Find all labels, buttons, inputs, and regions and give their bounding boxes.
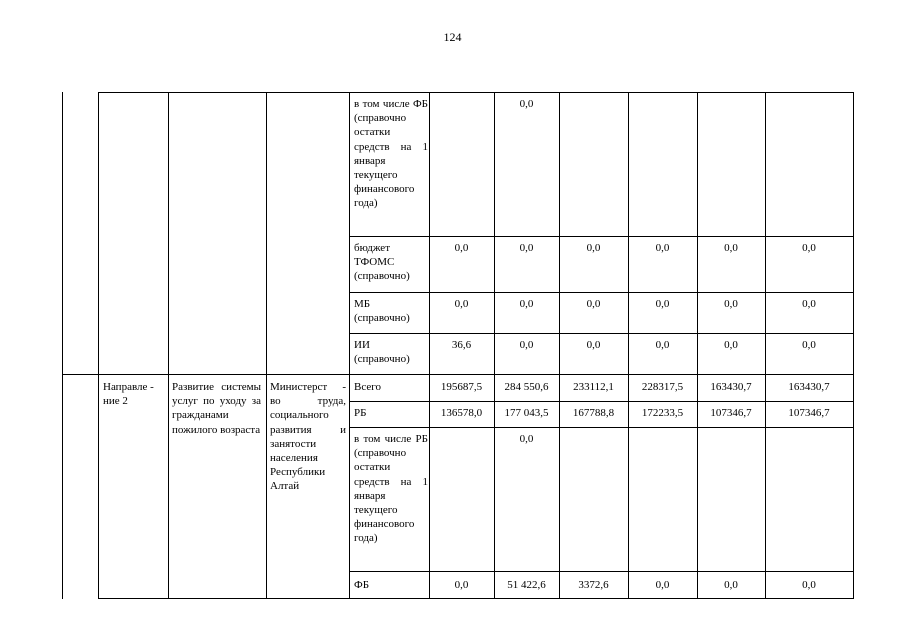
value-cell: 0,0 [655, 242, 670, 254]
source-label: ФБ [354, 579, 370, 591]
value-cell: 0,0 [519, 298, 534, 310]
table-grid-line [349, 333, 854, 334]
value-cell: 0,0 [655, 298, 670, 310]
value-cell: 0,0 [724, 579, 738, 591]
value-cell: 0,0 [802, 339, 816, 351]
value-cell: 0,0 [724, 242, 738, 254]
value-cell: 51 422,6 [507, 579, 546, 591]
table-grid-line [62, 374, 854, 375]
value-cell: 0,0 [519, 242, 534, 254]
value-cell: 0,0 [655, 339, 670, 351]
value-cell: 233112,1 [573, 381, 614, 393]
value-cell: 0,0 [724, 298, 738, 310]
direction-executor: Министерст - во труда, социального развития и занятости населения Республики Алтай [270, 381, 346, 493]
table-grid-line [349, 427, 854, 428]
page-number: 124 [443, 30, 462, 44]
table-grid-line [349, 236, 854, 237]
table-border-left [62, 92, 63, 599]
value-cell: 0,0 [519, 98, 534, 110]
direction-title: Развитие системы услуг по уходу за гражданами пожилого возраста [172, 381, 261, 436]
value-cell: 284 550,6 [504, 381, 549, 393]
direction-name: Направле - ние 2 [103, 381, 154, 408]
table-grid-line [98, 598, 854, 599]
value-cell: 0,0 [519, 433, 534, 445]
value-cell: 228317,5 [641, 381, 684, 393]
table-grid-line [266, 92, 267, 599]
value-cell: 172233,5 [641, 407, 684, 419]
table-grid-line [349, 292, 854, 293]
source-label: Всего [354, 381, 381, 393]
value-cell: 195687,5 [440, 381, 483, 393]
value-cell: 36,6 [451, 339, 472, 351]
value-cell: 0,0 [586, 339, 601, 351]
value-cell: 107346,7 [788, 407, 830, 419]
table-grid-line [98, 92, 854, 93]
table-grid-line [168, 92, 169, 599]
source-label: бюджет ТФОМС (справочно) [354, 242, 410, 283]
value-cell: 0,0 [454, 579, 469, 591]
value-cell: 0,0 [802, 579, 816, 591]
source-label: в том числе РБ (справочно остатки средств на 1 января текущего финансового года) [354, 433, 428, 545]
value-cell: 177 043,5 [504, 407, 549, 419]
value-cell: 0,0 [586, 298, 601, 310]
value-cell: 0,0 [802, 298, 816, 310]
table-grid-line [349, 92, 350, 599]
value-cell: 107346,7 [710, 407, 752, 419]
value-cell: 0,0 [655, 579, 670, 591]
table-border-right [853, 92, 854, 599]
value-cell: 0,0 [724, 339, 738, 351]
value-cell: 163430,7 [710, 381, 752, 393]
value-cell: 0,0 [454, 298, 469, 310]
value-cell: 0,0 [454, 242, 469, 254]
value-cell: 0,0 [802, 242, 816, 254]
table-grid-line [349, 401, 854, 402]
source-label: РБ [354, 407, 367, 419]
table-grid-line [98, 92, 99, 599]
source-label: МБ (справочно) [354, 298, 410, 325]
value-cell: 136578,0 [440, 407, 483, 419]
value-cell: 167788,8 [572, 407, 615, 419]
value-cell: 0,0 [519, 339, 534, 351]
value-cell: 0,0 [586, 242, 601, 254]
table-grid-line [349, 571, 854, 572]
value-cell: 3372,6 [578, 579, 609, 591]
value-cell: 163430,7 [788, 381, 830, 393]
source-label: ИИ (справочно) [354, 339, 410, 366]
source-label: в том числе ФБ (справочно остатки средств на 1 января текущего финансового года) [354, 98, 428, 210]
